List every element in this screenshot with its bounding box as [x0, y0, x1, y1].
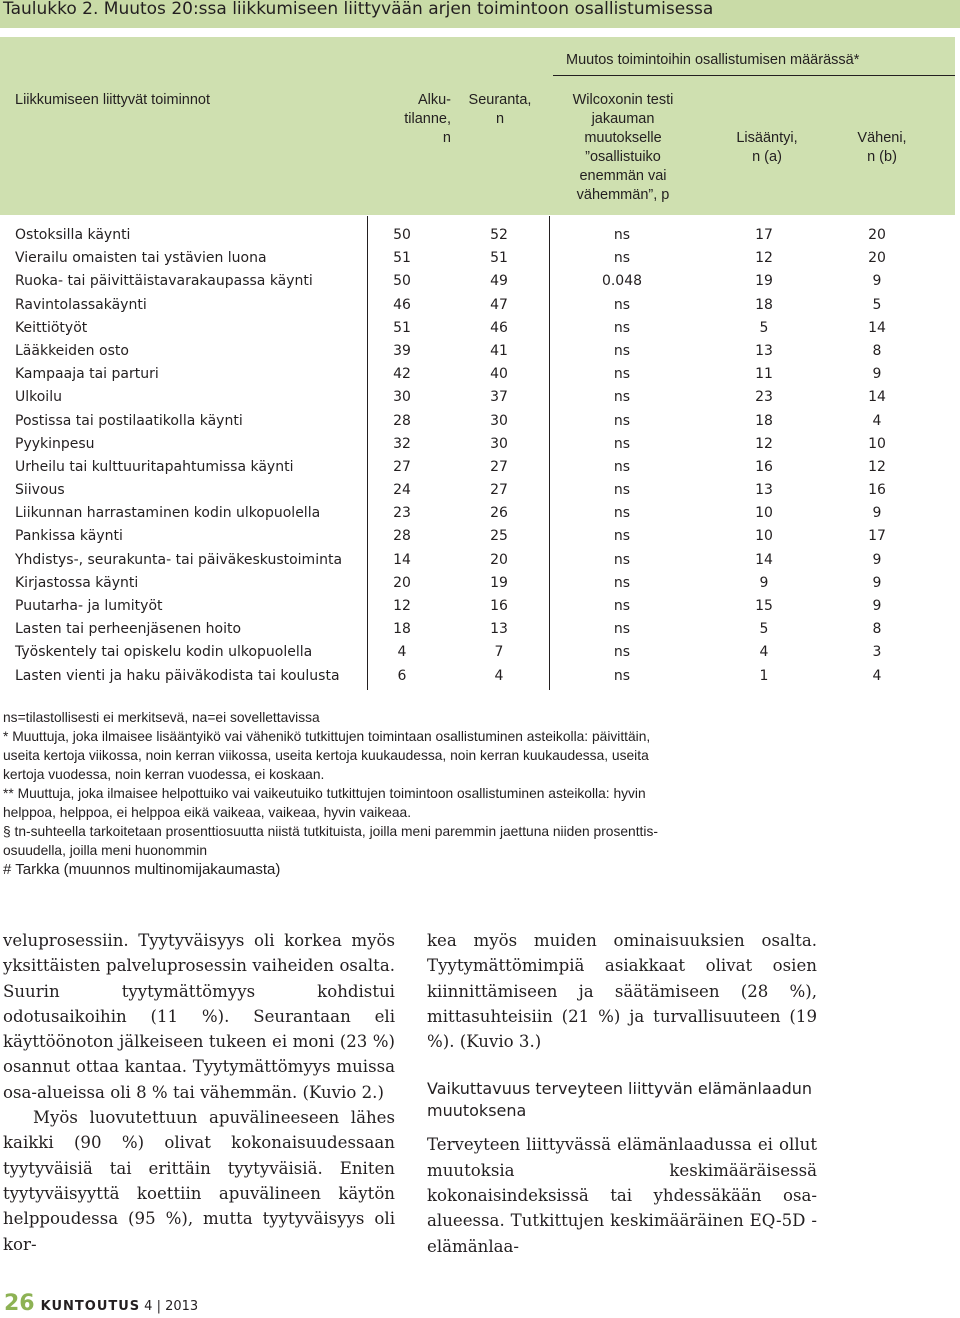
table-row: Ostoksilla käynti 50 52 ns 17 20 — [15, 227, 886, 243]
table-notes — [3, 708, 953, 879]
group-header-rule — [553, 75, 955, 76]
note-line: useita kertoja viikossa, noin kerran viikossa, useita kertoja kuukaudessa, noin kerran kuukaudessa, useita — [3, 748, 649, 763]
note-line: * Muuttuja, joka ilmaisee lisääntyikö vai vähenikö tutkittujen toimintaan osallistuminen asteikolla: päivittäin, — [3, 729, 651, 744]
body-paragraph: Terveyteen liittyvässä elämänlaadussa ei ollut muutoksia keskimääräisessä kokonaisindeksissä tai yhdessäkään osa-alueessa. Tutkittujen keskimääräinen EQ-5D -elämänlaa- — [427, 1135, 817, 1256]
header-activity: Liikkumiseen liittyvät toiminnot — [15, 92, 211, 108]
table-row: Siivous 24 27 ns 13 16 — [15, 482, 886, 499]
table-row: Pyykinpesu 32 30 ns 12 10 — [15, 435, 886, 452]
header-baseline: Alku- tilanne, n — [404, 92, 451, 146]
table-body — [0, 224, 955, 688]
body-paragraph: kea myös muiden ominaisuuksien osalta. Tyytymättömimpiä asiakkaat olivat osien kiinnittämiseen ja säätämiseen (28 %), mittasuhteisiin (21 %) ja turvallisuuteen (19 %). (Kuvio 3.) — [427, 931, 817, 1052]
page-footer — [4, 1291, 198, 1316]
table-row: Lasten tai perheenjäsenen hoito 18 13 ns 5 8 — [15, 621, 882, 638]
table-row: Työskentely tai opiskelu kodin ulkopuolella 4 7 ns 4 3 — [15, 644, 882, 661]
body-paragraph: Myös luovutettuun apuvälineeseen lähes kaikki (90 %) olivat kokonaisuudessaan tyytyväisiä tai erittäin tyytyväisiä. Eniten tyytyväisyyttä koettiin apuvälineen käytön helppoudessa (95 %), mutta tyytyväisyys oli kor- — [3, 1108, 395, 1254]
header-followup: Seuranta, n — [468, 92, 532, 127]
note-line: osuudella, joilla meni huonommin — [3, 843, 208, 858]
table-row: Liikunnan harrastaminen kodin ulkopuolella 23 26 ns 10 9 — [15, 505, 882, 522]
note-line: ns=tilastollisesti ei merkitsevä, na=ei sovellettavissa — [3, 710, 320, 725]
section-heading: Vaikuttavuus terveyteen liittyvän elämänlaadun muutoksena — [427, 1079, 813, 1121]
table-row: Urheilu tai kulttuuritapahtumissa käynti 27 27 ns 16 12 — [15, 458, 886, 475]
table-header — [0, 37, 955, 215]
table-row: Ruoka- tai päivittäistavarakaupassa käynti 50 49 0.048 19 9 — [15, 273, 882, 290]
table-caption: Taulukko 2. Muutos 20:ssa liikkumiseen liittyvään arjen toimintoon osallistumisessa — [0, 0, 960, 28]
table-row: Vierailu omaisten tai ystävien luona 51 51 ns 12 20 — [15, 250, 886, 267]
header-wilcoxon: Wilcoxonin testi jakauman muutokselle ”osallistuiko enemmän vai vähemmän”, p — [572, 92, 674, 203]
body-column-right — [427, 928, 817, 1259]
note-line: # Tarkka (muunnos multinomijakaumasta) — [3, 861, 281, 878]
group-header: Muutos toimintoihin osallistumisen määrässä* — [566, 52, 860, 68]
note-line: kertoja vuodessa, noin kerran vuodessa, ei koskaan. — [3, 767, 325, 782]
table-row: Lääkkeiden osto 39 41 ns 13 8 — [15, 342, 882, 359]
table-row: Pankissa käynti 28 25 ns 10 17 — [15, 528, 886, 545]
body-paragraph: veluprosessiin. Tyytyväisyys oli korkea myös yksittäisten palveluprosessin vaiheiden osalta. Suurin tyytymättömyys kohdistui odotusaikoihin (11 %). Seurantaan eli käyttöönoton jälkeiseen tukeen ei moni (23 %) osannut ottaa kantaa. Tyytymättömyys muissa osa-alueissa oli 8 % tai vähemmän. (Kuvio 2.) — [3, 931, 395, 1102]
table-row: Yhdistys-, seurakunta- tai päiväkeskustoiminta 14 20 ns 14 9 — [15, 551, 882, 568]
table-row: Puutarha- ja lumityöt 12 16 ns 15 9 — [15, 598, 882, 614]
note-line: helppoa, helppoa, ei helppoa eikä vaikeaa, vaikeaa, hyvin vaikeaa. — [3, 805, 412, 820]
table-row: Keittiötyöt 51 46 ns 5 14 — [15, 319, 886, 336]
table-row: Ulkoilu 30 37 ns 23 14 — [15, 389, 886, 406]
header-increased: Lisääntyi, n (a) — [736, 130, 798, 165]
table-row: Postissa tai postilaatikolla käynti 28 30 ns 18 4 — [15, 412, 882, 429]
note-line: ** Muuttuja, joka ilmaisee helpottuiko vai vaikeutuiko tutkittujen toimintoon osallistuminen asteikolla: hyvin — [3, 786, 646, 801]
table-row: Kampaaja tai parturi 42 40 ns 11 9 — [15, 366, 882, 383]
body-column-left — [3, 928, 395, 1257]
table-row: Lasten vienti ja haku päiväkodista tai koulusta 6 4 ns 1 4 — [15, 667, 882, 684]
magazine-name: KUNTOUTUS — [40, 1299, 141, 1314]
issue-number: 4 | 2013 — [144, 1299, 199, 1314]
page-number: 26 — [4, 1291, 35, 1316]
note-line: § tn-suhteella tarkoitetaan prosenttiosuutta niistä tutkituista, joilla meni paremmin jaettuna niiden prosenttis- — [3, 824, 658, 839]
table-row: Kirjastossa käynti 20 19 ns 9 9 — [15, 574, 882, 591]
header-decreased: Väheni, n (b) — [857, 130, 907, 165]
table-row: Ravintolassakäynti 46 47 ns 18 5 — [15, 296, 882, 313]
